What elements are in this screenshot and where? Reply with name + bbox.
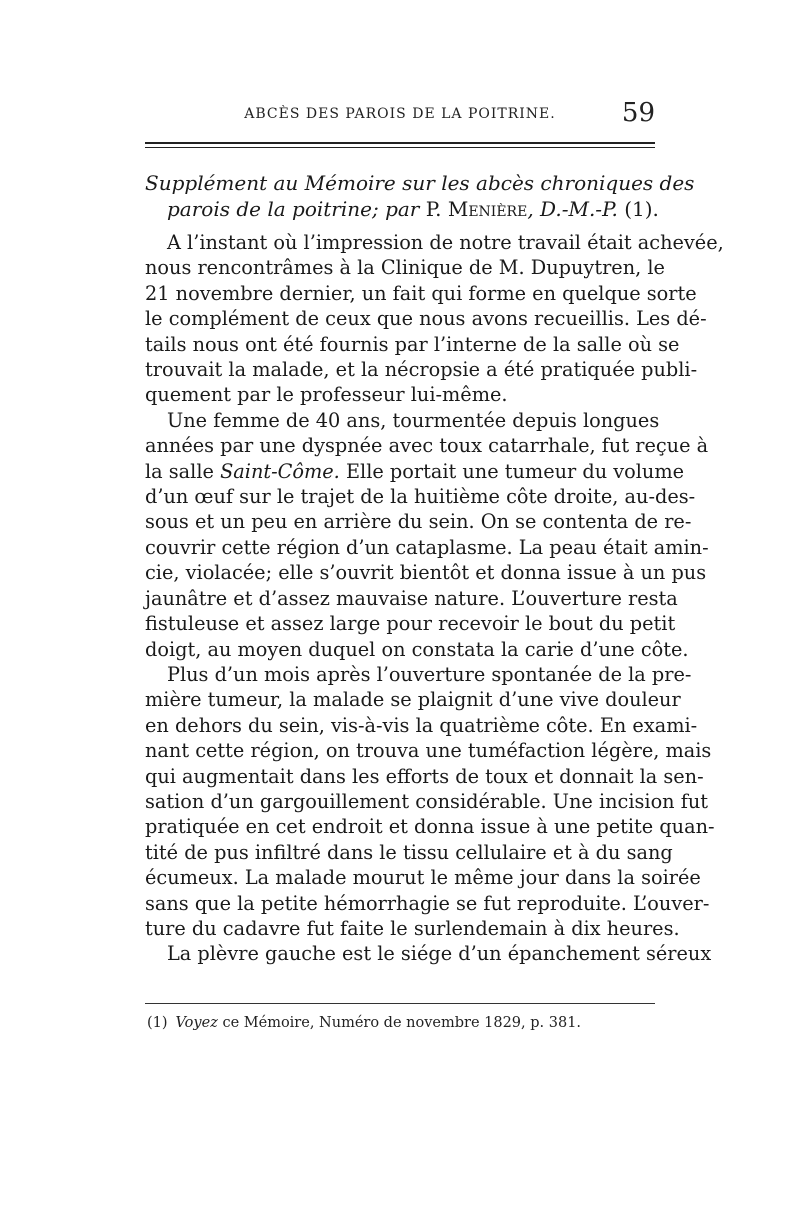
text-line: d’un œuf sur le trajet de la huitième côte droite, au-des- (145, 485, 696, 509)
heading-line-2: parois de la poitrine; par P. Menière, D.-M.-P. (1). (167, 197, 659, 221)
header-rule (145, 142, 655, 148)
article-heading (145, 170, 695, 222)
text-line: écumeux. La malade mourut le même jour dans la soirée (145, 866, 701, 890)
text-line: sans que la petite hémorrhagie se fut reproduite. L’ouver- (145, 891, 710, 915)
text-line: cie, violacée; elle s’ouvrit bientôt et donna issue à un pus (145, 561, 707, 585)
page-number: 59 (621, 98, 655, 128)
body-text (145, 230, 724, 967)
text-line: 21 novembre dernier, un fait qui forme en quelque sorte (145, 281, 697, 305)
text-line: fistuleuse et assez large pour recevoir le bout du petit (145, 612, 676, 636)
text-line: couvrir cette région d’un cataplasme. La peau était amin- (145, 535, 709, 559)
running-title: ABCÈS DES PAROIS DE LA POITRINE. (244, 106, 556, 122)
footnote-marker: (1) (147, 1015, 168, 1031)
footnote-italic: Voyez (175, 1015, 218, 1031)
text-line (145, 459, 685, 484)
text-line: A l’instant où l’impression de notre travail était achevée, (167, 231, 724, 254)
text-line: mière tumeur, la malade se plaignit d’une vive douleur (145, 688, 681, 712)
text-line: sation d’un gargouillement considérable. Une incision fut (145, 789, 709, 813)
text-line: pratiquée en cet endroit et donna issue à une petite quan- (145, 815, 715, 839)
text-line: le complément de ceux que nous avons recueillis. Les dé- (145, 307, 707, 331)
text-line: quement par le professeur lui-même. (145, 383, 508, 407)
text-line: sous et un peu en arrière du sein. On se contenta de re- (145, 510, 692, 534)
text-line: tité de pus infiltré dans le tissu cellulaire et à du sang (145, 840, 673, 864)
text-line: Une femme de 40 ans, tourmentée depuis longues (167, 408, 660, 432)
ward-name: Saint-Côme. (220, 459, 340, 483)
text-line: nant cette région, on trouva une tuméfaction légère, mais (145, 739, 712, 763)
text-line: jaunâtre et d’assez mauvaise nature. L’ouverture resta (145, 586, 678, 610)
text-fragment: la salle (145, 459, 214, 483)
text-line: années par une dyspnée avec toux catarrhale, fut reçue à (145, 434, 709, 458)
text-line: doigt, au moyen duquel on constata la carie d’une côte. (145, 637, 689, 661)
footnote-rule (145, 1003, 655, 1004)
text-line: ture du cadavre fut faite le surlendemain à dix heures. (145, 916, 680, 940)
heading-line-2-italic: parois de la poitrine; par (167, 197, 420, 221)
text-line: nous rencontrâmes à la Clinique de M. Dupuytren, le (145, 256, 665, 280)
footnote (145, 1013, 655, 1033)
author-initial: P. (425, 197, 442, 221)
heading-line-1: Supplément au Mémoire sur les abcès chroniques des (145, 171, 695, 195)
text-line: Plus d’un mois après l’ouverture spontanée de la pre- (167, 662, 692, 686)
text-line: trouvait la malade, et la nécropsie a été pratiquée publi- (145, 358, 698, 382)
text-fragment: Elle portait une tumeur du volume (345, 459, 685, 483)
text-line: en dehors du sein, vis-à-vis la quatrième côte. En exami- (145, 713, 698, 737)
footnote-text: ce Mémoire, Numéro de novembre 1829, p. 381. (222, 1015, 582, 1031)
text-line: qui augmentait dans les efforts de toux et donnait la sen- (145, 764, 704, 788)
author-degree: D.-M.-P. (540, 197, 618, 221)
author-surname: Menière (447, 197, 528, 221)
text-line: tails nous ont été fournis par l’interne de la salle où se (145, 332, 680, 356)
text-line: La plèvre gauche est le siége d’un épanchement séreux (167, 942, 712, 966)
running-head (145, 100, 655, 130)
footnote-reference: (1). (624, 197, 659, 221)
